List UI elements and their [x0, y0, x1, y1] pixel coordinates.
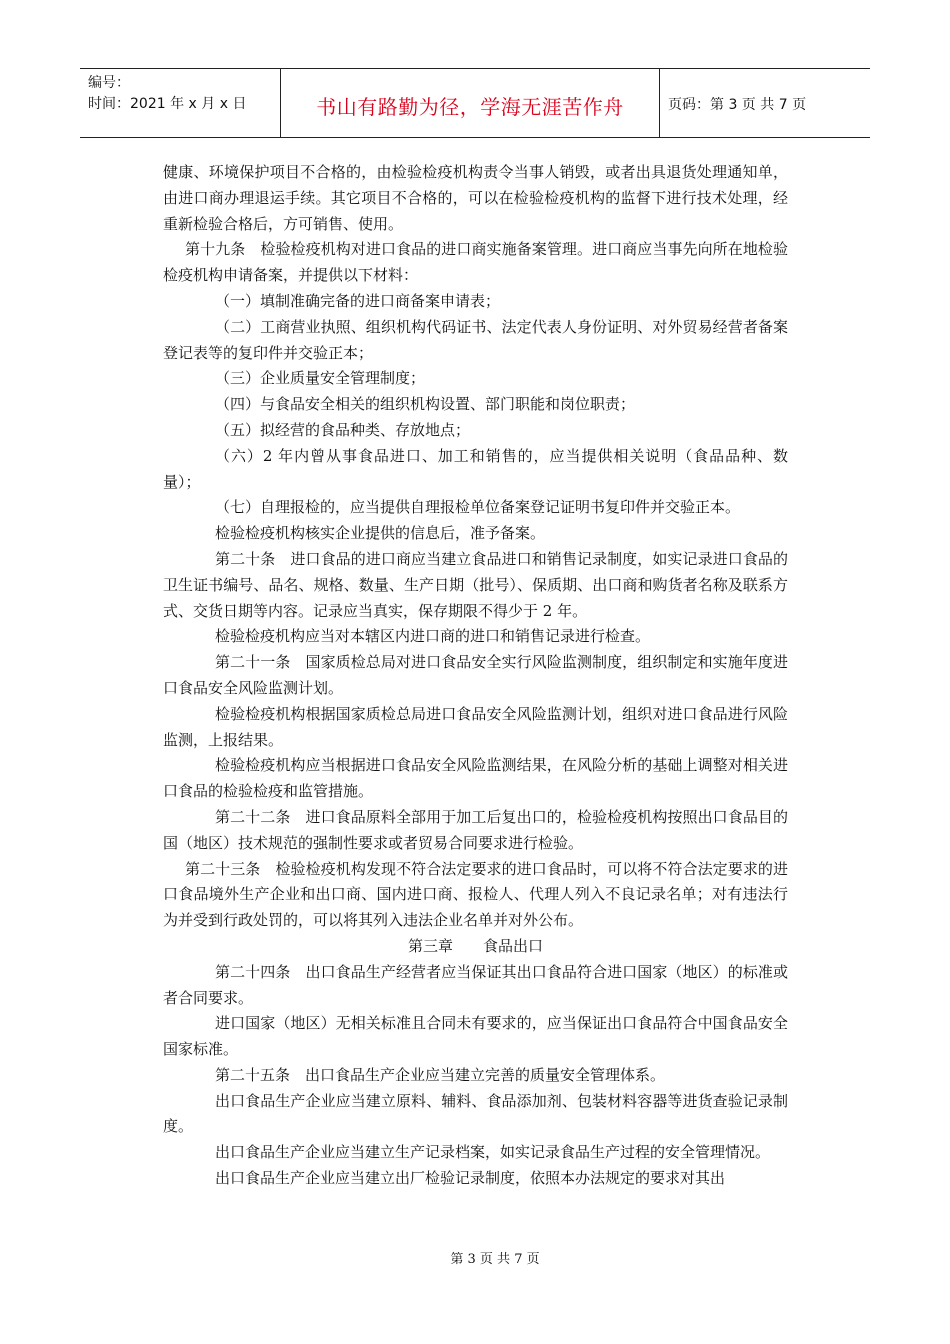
article-24: 第二十四条 出口食品生产经营者应当保证其出口食品符合进口国家（地区）的标准或者合同要求。: [163, 962, 788, 1007]
paragraph: 出口食品生产企业应当建立出厂检验记录制度，依照本办法规定的要求对其出: [215, 1169, 726, 1188]
paragraph: 出口食品生产企业应当建立原料、辅料、食品添加剂、包装材料容器等进货查验记录制度。: [163, 1091, 788, 1136]
paragraph: 检验检疫机构根据国家质检总局进口食品安全风险监测计划，组织对进口食品进行风险监测，上报结果。: [163, 704, 788, 749]
list-item: （五）拟经营的食品种类、存放地点；: [215, 420, 471, 439]
list-item: （四）与食品安全相关的组织机构设置、部门职能和岗位职责；: [215, 395, 636, 414]
article-25: 第二十五条 出口食品生产企业应当建立完善的质量安全管理体系。: [215, 1065, 666, 1084]
list-item: （七）自理报检的，应当提供自理报检单位备案登记证明书复印件并交验正本。: [215, 498, 741, 517]
paragraph: 检验检疫机构核实企业提供的信息后，准予备案。: [215, 524, 546, 543]
list-item: （六）2 年内曾从事食品进口、加工和销售的，应当提供相关说明（食品品种、数量）；: [163, 446, 788, 491]
chapter-heading: 第三章 食品出口: [407, 936, 543, 955]
document-body: [163, 160, 788, 1192]
footer-page-number: 第 3 页 共 7 页: [450, 1252, 540, 1267]
list-item: （二）工商营业执照、组织机构代码证书、法定代表人身份证明、对外贸易经营者备案登记表等的复印件并交验正本；: [163, 317, 788, 362]
paragraph: 检验检疫机构应当根据进口食品安全风险监测结果，在风险分析的基础上调整对相关进口食品的检验检疫和监管措施。: [163, 756, 788, 801]
paragraph: 进口国家（地区）无相关标准且合同未有要求的，应当保证出口食品符合中国食品安全国家标准。: [163, 1014, 788, 1059]
list-item: （一）填制准确完备的进口商备案申请表；: [215, 291, 501, 310]
article-20: 第二十条 进口食品的进口商应当建立食品进口和销售记录制度，如实记录进口食品的卫生证书编号、品名、规格、数量、生产日期（批号）、保质期、出口商和购货者名称及联系方式、交货日期等内容。记录应当真实，保存期限不得少于 2 年。: [163, 549, 788, 620]
list-item: （三）企业质量安全管理制度；: [215, 369, 426, 388]
header-motto: 书山有路勤为径，学海无涯苦作舟: [316, 95, 624, 119]
article-21: 第二十一条 国家质检总局对进口食品安全实行风险监测制度，组织制定和实施年度进口食品安全风险监测计划。: [163, 653, 788, 697]
page-footer: [0, 1248, 950, 1267]
document-id-label: 编号：: [88, 75, 130, 91]
article-19: 第十九条 检验检疫机构对进口食品的进口商实施备案管理。进口商应当事先向所在地检验检疫机构申请备案，并提供以下材料：: [163, 240, 788, 285]
paragraph: 检验检疫机构应当对本辖区内进口商的进口和销售记录进行检查。: [215, 627, 651, 646]
header-motto-cell: [281, 69, 660, 137]
header-page-cell: [660, 69, 870, 137]
article-23: 第二十三条 检验检疫机构发现不符合法定要求的进口食品时，可以将不符合法定要求的进口食品境外生产企业和出口商、国内进口商、报检人、代理人列入不良记录名单；对有违法行为并受到行政处罚的，可以将其列入违法企业名单并对外公布。: [163, 859, 788, 930]
header-page-number: 页码：第 3 页 共 7 页: [668, 97, 807, 113]
article-22: 第二十二条 进口食品原料全部用于加工后复出口的，检验检疫机构按照出口食品目的国（地区）技术规范的强制性要求或者贸易合同要求进行检验。: [163, 807, 788, 852]
paragraph: 健康、环境保护项目不合格的，由检验检疫机构责令当事人销毁，或者出具退货处理通知单，由进口商办理退运手续。其它项目不合格的，可以在检验检疫机构的监督下进行技术处理，经重新检验合格后，方可销售、使用。: [163, 163, 788, 233]
header-meta-cell: [80, 69, 281, 137]
document-time-label: 时间：2021 年 x 月 x 日: [88, 96, 247, 112]
paragraph: 出口食品生产企业应当建立生产记录档案，如实记录食品生产过程的安全管理情况。: [215, 1143, 771, 1162]
page-header: [80, 68, 870, 138]
